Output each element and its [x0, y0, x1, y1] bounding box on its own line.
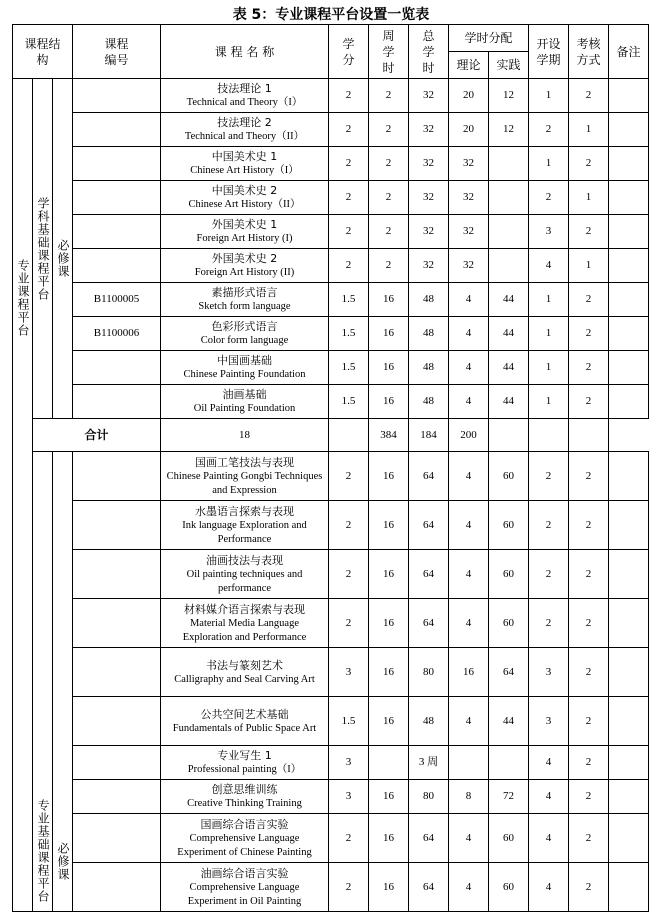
cell-name [161, 215, 329, 249]
cell-assess: 2 [569, 746, 609, 780]
table-row [13, 814, 649, 863]
cell-practice: 60 [489, 863, 529, 912]
cell-remark [609, 351, 649, 385]
cell-name [161, 283, 329, 317]
cell-name [161, 385, 329, 419]
cell-total: 64 [409, 599, 449, 648]
cell-remark [609, 452, 649, 501]
cell-semester: 4 [529, 863, 569, 912]
cell-code [73, 147, 161, 181]
header-allocation: 学时分配 [449, 25, 529, 52]
cell-assess: 2 [569, 863, 609, 912]
cell-code [73, 351, 161, 385]
course-name-en: Color form language [200, 335, 289, 346]
cell-assess: 2 [569, 317, 609, 351]
cell-weekly: 16 [369, 697, 409, 746]
table-row [13, 181, 649, 215]
cell-credit: 2 [329, 181, 369, 215]
cell-weekly: 16 [369, 501, 409, 550]
cell-practice [489, 181, 529, 215]
cell-total: 48 [409, 283, 449, 317]
cell-practice [489, 215, 529, 249]
cell-name [161, 147, 329, 181]
header-practice: 实践 [489, 52, 529, 79]
cell-remark [609, 648, 649, 697]
cell-semester: 4 [529, 780, 569, 814]
table-row [13, 780, 649, 814]
course-name-en: Fundamentals of Public Space Art [172, 722, 317, 734]
cell-semester: 2 [529, 181, 569, 215]
course-name-en: Comprehensive Language Experiment in Oil Painting [187, 881, 302, 907]
cell-credit: 1.5 [329, 283, 369, 317]
cell-total: 64 [409, 863, 449, 912]
course-name-en: Foreign Art History (II) [194, 267, 295, 278]
table-row [13, 452, 649, 501]
cell-credit: 2 [329, 249, 369, 283]
table-row [13, 79, 649, 113]
cell-remark [609, 79, 649, 113]
cell-credit: 2 [329, 550, 369, 599]
cell-credit: 1.5 [329, 351, 369, 385]
cell-theory: 32 [449, 249, 489, 283]
cell-code [73, 697, 161, 746]
major-group-cell [33, 452, 53, 912]
cell-assess: 2 [569, 814, 609, 863]
header-weekly: 周学时 [369, 25, 409, 79]
cell-weekly: 16 [369, 452, 409, 501]
cell-credit: 1.5 [329, 317, 369, 351]
course-name-en: Chinese Art History（I） [190, 165, 299, 176]
cell-name [161, 113, 329, 147]
cell-total: 32 [409, 79, 449, 113]
cell-theory: 4 [449, 863, 489, 912]
major-group-label: 专业基础课程平台 [36, 799, 50, 903]
cell-name [161, 648, 329, 697]
cell-assess: 2 [569, 550, 609, 599]
course-name-en: Foreign Art History (I) [196, 233, 293, 244]
total-total: 384 [369, 419, 409, 452]
table-row [13, 550, 649, 599]
cell-credit: 1.5 [329, 697, 369, 746]
cell-theory [449, 746, 489, 780]
header-remarks: 备注 [609, 25, 649, 79]
cell-total: 48 [409, 351, 449, 385]
course-name-en: Oil Painting Foundation [193, 403, 296, 414]
cell-code [73, 599, 161, 648]
cell-practice: 60 [489, 814, 529, 863]
cell-semester: 3 [529, 215, 569, 249]
total-practice: 200 [449, 419, 489, 452]
cell-theory: 4 [449, 697, 489, 746]
cell-name [161, 351, 329, 385]
cell-total: 48 [409, 385, 449, 419]
cell-theory: 4 [449, 317, 489, 351]
cell-theory: 4 [449, 501, 489, 550]
cell-code [73, 648, 161, 697]
cell-semester: 1 [529, 317, 569, 351]
header-semester: 开设学期 [529, 25, 569, 79]
cell-assess: 2 [569, 283, 609, 317]
cell-name [161, 599, 329, 648]
cell-total: 32 [409, 113, 449, 147]
course-name-en: Technical and Theory（I） [186, 97, 303, 108]
cell-weekly [369, 746, 409, 780]
cell-theory: 8 [449, 780, 489, 814]
course-name-en: Professional painting（I） [187, 764, 302, 775]
subject-group-cell [33, 79, 53, 419]
cell-name [161, 746, 329, 780]
subject-type-label: 必修课 [56, 239, 70, 278]
cell-code [73, 814, 161, 863]
cell-remark [609, 599, 649, 648]
total-semester [489, 419, 529, 452]
course-name-cn: 技法理论 2 [217, 116, 272, 129]
cell-name [161, 863, 329, 912]
cell-weekly: 2 [369, 147, 409, 181]
cell-code [73, 113, 161, 147]
cell-credit: 2 [329, 113, 369, 147]
cell-assess: 1 [569, 181, 609, 215]
cell-weekly: 2 [369, 181, 409, 215]
cell-weekly: 16 [369, 648, 409, 697]
cell-semester: 2 [529, 501, 569, 550]
cell-total: 64 [409, 501, 449, 550]
cell-total: 80 [409, 780, 449, 814]
cell-assess: 2 [569, 697, 609, 746]
course-name-cn: 中国美术史 2 [211, 184, 278, 197]
cell-code [73, 452, 161, 501]
cell-semester: 2 [529, 452, 569, 501]
cell-code [73, 249, 161, 283]
course-name-en: Chinese Painting Gongbi Techniques and Expression [166, 470, 323, 496]
cell-semester: 3 [529, 648, 569, 697]
cell-semester: 1 [529, 147, 569, 181]
cell-name [161, 501, 329, 550]
cell-semester: 2 [529, 113, 569, 147]
course-name-cn: 公共空间艺术基础 [200, 707, 289, 721]
table-row [13, 147, 649, 181]
cell-theory: 4 [449, 351, 489, 385]
cell-assess: 2 [569, 501, 609, 550]
cell-total: 64 [409, 452, 449, 501]
cell-practice: 72 [489, 780, 529, 814]
cell-semester: 2 [529, 550, 569, 599]
cell-theory: 32 [449, 147, 489, 181]
cell-practice: 44 [489, 385, 529, 419]
cell-theory: 32 [449, 215, 489, 249]
cell-practice: 44 [489, 283, 529, 317]
cell-practice: 12 [489, 79, 529, 113]
cell-name [161, 550, 329, 599]
cell-remark [609, 113, 649, 147]
cell-semester: 4 [529, 814, 569, 863]
cell-credit: 2 [329, 863, 369, 912]
total-weekly [329, 419, 369, 452]
cell-total: 32 [409, 147, 449, 181]
cell-remark [609, 385, 649, 419]
cell-theory: 20 [449, 79, 489, 113]
cell-theory: 4 [449, 283, 489, 317]
cell-total: 32 [409, 249, 449, 283]
cell-remark [609, 147, 649, 181]
total-credit: 18 [161, 419, 329, 452]
cell-assess: 2 [569, 452, 609, 501]
cell-semester: 1 [529, 79, 569, 113]
course-table [12, 24, 649, 912]
cell-total: 32 [409, 181, 449, 215]
cell-assess: 2 [569, 780, 609, 814]
cell-remark [609, 317, 649, 351]
cell-credit: 2 [329, 147, 369, 181]
cell-credit: 2 [329, 79, 369, 113]
cell-code [73, 746, 161, 780]
table-row [13, 746, 649, 780]
cell-weekly: 2 [369, 79, 409, 113]
cell-remark [609, 501, 649, 550]
cell-total: 64 [409, 550, 449, 599]
course-name-en: Creative Thinking Training [187, 798, 302, 809]
course-name-cn: 油画综合语言实验 [200, 866, 289, 880]
cell-weekly: 16 [369, 814, 409, 863]
major-type-label: 必修课 [56, 842, 70, 881]
table-row [13, 283, 649, 317]
cell-weekly: 2 [369, 249, 409, 283]
cell-remark [609, 780, 649, 814]
course-name-en: Comprehensive Language Experiment of Chinese Painting [177, 832, 312, 858]
cell-theory: 4 [449, 599, 489, 648]
cell-assess: 2 [569, 215, 609, 249]
cell-semester: 1 [529, 283, 569, 317]
course-name-cn: 色彩形式语言 [211, 320, 278, 333]
cell-total: 48 [409, 697, 449, 746]
cell-remark [609, 215, 649, 249]
major-type-cell [53, 452, 73, 912]
cell-remark [609, 863, 649, 912]
course-name-en: Ink language Exploration and Performance [182, 519, 307, 545]
cell-name [161, 249, 329, 283]
cell-assess: 2 [569, 599, 609, 648]
cell-semester: 1 [529, 351, 569, 385]
cell-total: 80 [409, 648, 449, 697]
total-assess [529, 419, 569, 452]
total-label: 合计 [33, 419, 161, 452]
cell-practice [489, 249, 529, 283]
cell-practice: 60 [489, 501, 529, 550]
cell-remark [609, 814, 649, 863]
cell-weekly: 2 [369, 215, 409, 249]
table-row [13, 385, 649, 419]
table-row [13, 113, 649, 147]
course-name-cn: 国画综合语言实验 [200, 817, 289, 831]
cell-assess: 2 [569, 385, 609, 419]
course-name-cn: 创意思维训练 [211, 783, 278, 796]
course-name-en: Oil painting techniques and performance [186, 568, 303, 594]
cell-semester: 4 [529, 746, 569, 780]
course-name-cn: 书法与篆刻艺术 [206, 658, 283, 672]
cell-weekly: 16 [369, 385, 409, 419]
header-name: 课 程 名 称 [161, 25, 329, 79]
header-credit: 学分 [329, 25, 369, 79]
course-name-en: Sketch form language [198, 301, 291, 312]
header-theory: 理论 [449, 52, 489, 79]
cell-name [161, 452, 329, 501]
table-row [13, 863, 649, 912]
cell-name [161, 79, 329, 113]
table-row [13, 648, 649, 697]
cell-total: 32 [409, 215, 449, 249]
cell-practice [489, 147, 529, 181]
table-row [13, 215, 649, 249]
cell-theory: 4 [449, 550, 489, 599]
cell-code [73, 181, 161, 215]
cell-semester: 2 [529, 599, 569, 648]
cell-practice: 60 [489, 452, 529, 501]
course-name-en: Material Media Language Exploration and Performance [182, 617, 307, 643]
course-name-cn: 水墨语言探索与表现 [195, 504, 294, 518]
cell-practice: 44 [489, 697, 529, 746]
cell-credit: 2 [329, 452, 369, 501]
course-name-en: Chinese Painting Foundation [183, 369, 306, 380]
cell-credit: 2 [329, 814, 369, 863]
cell-code: B1100006 [73, 317, 161, 351]
table-body [13, 79, 649, 912]
cell-practice: 64 [489, 648, 529, 697]
platform-label: 专业课程平台 [16, 259, 30, 337]
cell-semester: 3 [529, 697, 569, 746]
cell-remark [609, 746, 649, 780]
course-name-cn: 油画基础 [222, 388, 267, 401]
total-row [13, 419, 649, 452]
cell-remark [609, 181, 649, 215]
platform-cell [13, 79, 33, 912]
cell-semester: 4 [529, 249, 569, 283]
total-theory: 184 [409, 419, 449, 452]
course-name-cn: 中国画基础 [217, 354, 272, 367]
course-name-cn: 专业写生 1 [217, 749, 272, 762]
table-row [13, 599, 649, 648]
cell-weekly: 16 [369, 863, 409, 912]
table-caption: 表 5：专业课程平台设置一览表 [232, 7, 430, 23]
cell-code [73, 550, 161, 599]
cell-remark [609, 550, 649, 599]
table-row [13, 249, 649, 283]
cell-assess: 2 [569, 147, 609, 181]
cell-total: 64 [409, 814, 449, 863]
cell-assess: 1 [569, 113, 609, 147]
header-structure: 课程结构 [13, 25, 73, 79]
cell-credit: 2 [329, 501, 369, 550]
cell-code: B1100005 [73, 283, 161, 317]
course-name-cn: 材料媒介语言探索与表现 [184, 602, 305, 616]
cell-weekly: 2 [369, 113, 409, 147]
cell-code [73, 501, 161, 550]
cell-theory: 32 [449, 181, 489, 215]
cell-assess: 2 [569, 79, 609, 113]
course-name-cn: 油画技法与表现 [206, 553, 283, 567]
cell-practice: 44 [489, 351, 529, 385]
header-assessment: 考核方式 [569, 25, 609, 79]
course-name-cn: 技法理论 1 [217, 82, 272, 95]
table-row [13, 351, 649, 385]
cell-remark [609, 697, 649, 746]
cell-remark [609, 283, 649, 317]
course-name-en: Chinese Art History（II） [188, 199, 301, 210]
table-row [13, 501, 649, 550]
course-name-cn: 国画工笔技法与表现 [195, 455, 294, 469]
cell-code [73, 385, 161, 419]
cell-credit: 3 [329, 746, 369, 780]
cell-total: 3 周 [409, 746, 449, 780]
cell-assess: 1 [569, 249, 609, 283]
cell-theory: 16 [449, 648, 489, 697]
cell-remark [609, 249, 649, 283]
cell-name [161, 181, 329, 215]
cell-code [73, 780, 161, 814]
cell-credit: 3 [329, 648, 369, 697]
cell-assess: 2 [569, 648, 609, 697]
cell-practice: 60 [489, 599, 529, 648]
cell-weekly: 16 [369, 317, 409, 351]
cell-name [161, 317, 329, 351]
header-total-hours: 总学时 [409, 25, 449, 79]
cell-name [161, 697, 329, 746]
cell-assess: 2 [569, 351, 609, 385]
cell-weekly: 16 [369, 283, 409, 317]
cell-weekly: 16 [369, 599, 409, 648]
cell-name [161, 814, 329, 863]
cell-practice [489, 746, 529, 780]
header-code: 课程编号 [73, 25, 161, 79]
table-row [13, 697, 649, 746]
cell-credit: 1.5 [329, 385, 369, 419]
cell-credit: 2 [329, 599, 369, 648]
cell-practice: 12 [489, 113, 529, 147]
cell-code [73, 79, 161, 113]
course-name-en: Technical and Theory（II） [184, 131, 305, 142]
cell-theory: 4 [449, 452, 489, 501]
cell-total: 48 [409, 317, 449, 351]
cell-code [73, 863, 161, 912]
cell-theory: 4 [449, 385, 489, 419]
course-name-cn: 素描形式语言 [211, 286, 278, 299]
subject-type-cell [53, 79, 73, 419]
cell-credit: 2 [329, 215, 369, 249]
cell-practice: 44 [489, 317, 529, 351]
subject-group-label: 学科基础课程平台 [36, 196, 50, 301]
cell-theory: 20 [449, 113, 489, 147]
cell-practice: 60 [489, 550, 529, 599]
cell-semester: 1 [529, 385, 569, 419]
cell-weekly: 16 [369, 780, 409, 814]
cell-theory: 4 [449, 814, 489, 863]
course-name-en: Calligraphy and Seal Carving Art [174, 673, 315, 685]
total-remark [569, 419, 609, 452]
course-name-cn: 外国美术史 1 [211, 218, 278, 231]
cell-code [73, 215, 161, 249]
cell-weekly: 16 [369, 351, 409, 385]
cell-credit: 3 [329, 780, 369, 814]
table-row [13, 317, 649, 351]
course-name-cn: 外国美术史 2 [211, 252, 278, 265]
course-name-cn: 中国美术史 1 [211, 150, 278, 163]
cell-weekly: 16 [369, 550, 409, 599]
cell-name [161, 780, 329, 814]
